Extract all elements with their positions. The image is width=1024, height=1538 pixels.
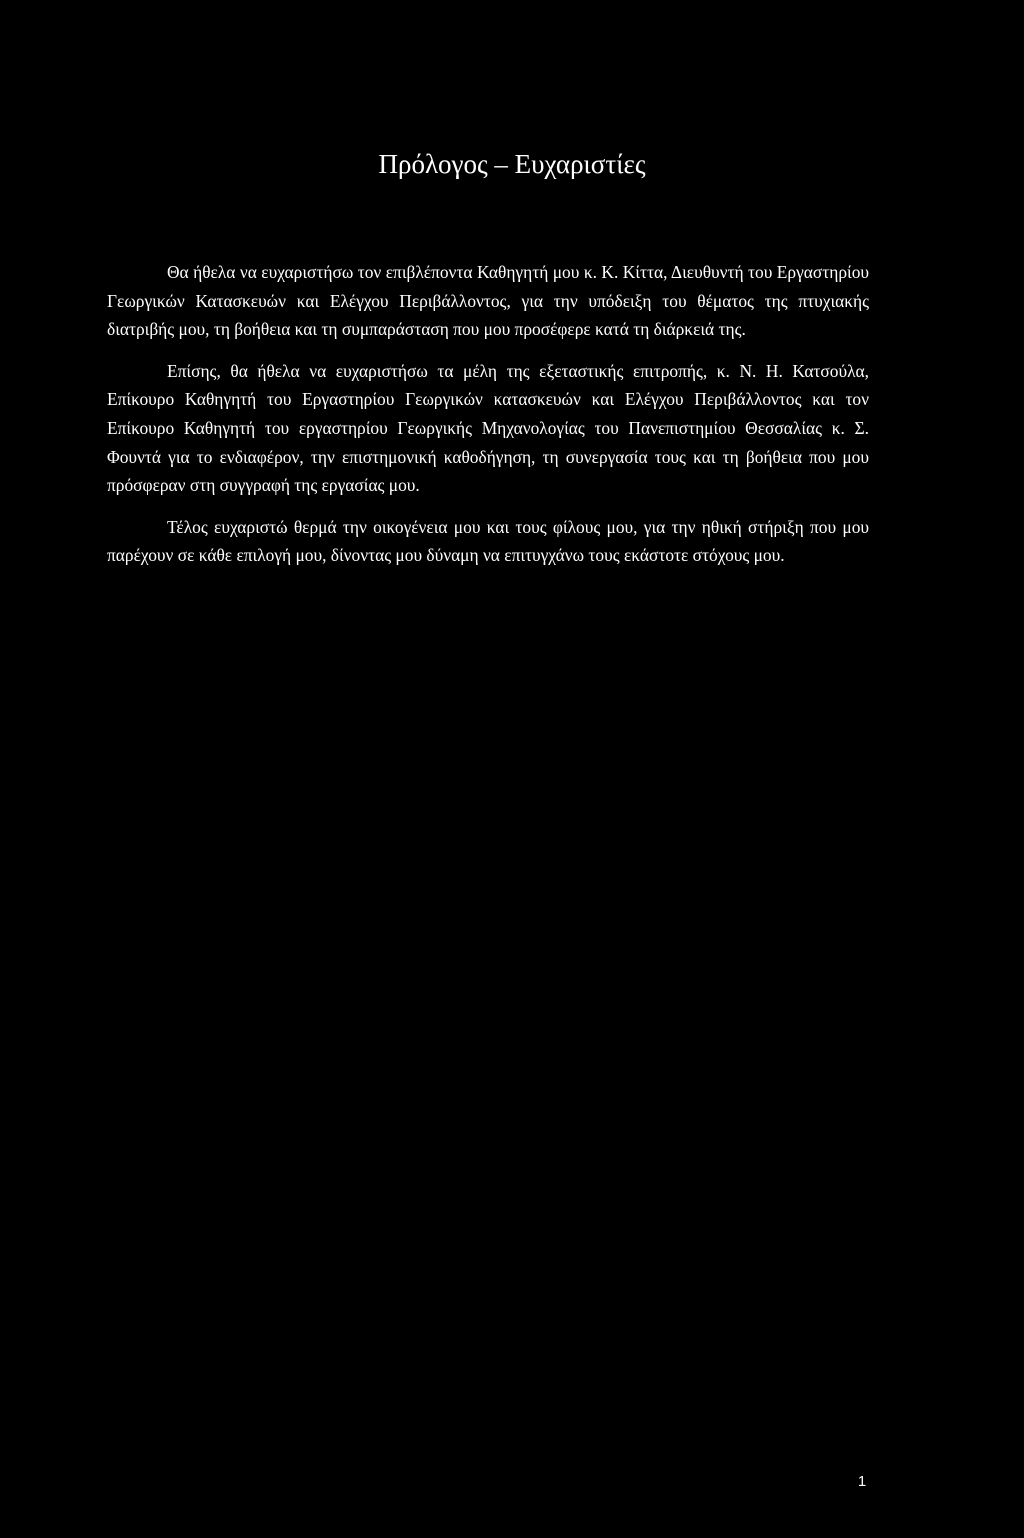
body-text	[107, 258, 869, 570]
page-title: Πρόλογος – Ευχαριστίες	[378, 149, 646, 179]
paragraph-family-thanks: Τέλος ευχαριστώ θερμά την οικογένεια μου και τους φίλους μου, για την ηθική στήριξη που μου παρέχουν σε κάθε επιλογή μου, δίνοντας μου δύναμη να επιτυγχάνω τους εκάστοτε στόχους μου.	[107, 516, 869, 566]
page-number: 1	[857, 1473, 867, 1490]
paragraph-supervisor-thanks: Θα ήθελα να ευχαριστήσω τον επιβλέποντα Καθηγητή μου κ. Κ. Κίττα, Διευθυντή του Εργαστηρίου Γεωργικών Κατασκευών και Ελέγχου Περιβάλλοντος, για την υπόδειξη του θέματος της πτυχιακής διατριβής μου, τη βοήθεια και τη συμπαράσταση που μου προσέφερε κατά τη διάρκειά της.	[107, 262, 869, 340]
paragraph-committee-thanks: Επίσης, θα ήθελα να ευχαριστήσω τα μέλη της εξεταστικής επιτροπής, κ. Ν. Η. Κατσούλα, Επίκουρο Καθηγητή του Εργαστηρίου Γεωργικών κατασκευών και Ελέγχου Περιβάλλοντος και τον Επίκουρο Καθηγητή του εργαστηρίου Γεωργικής Μηχανολογίας του Πανεπιστημίου Θεσσαλίας κ. Σ. Φουντά για το ενδιαφέρον, την επιστημονική καθοδήγηση, τη συνεργασία τους και τη βοήθεια που μου πρόσφεραν στη συγγραφή της εργασίας μου.	[107, 360, 869, 496]
